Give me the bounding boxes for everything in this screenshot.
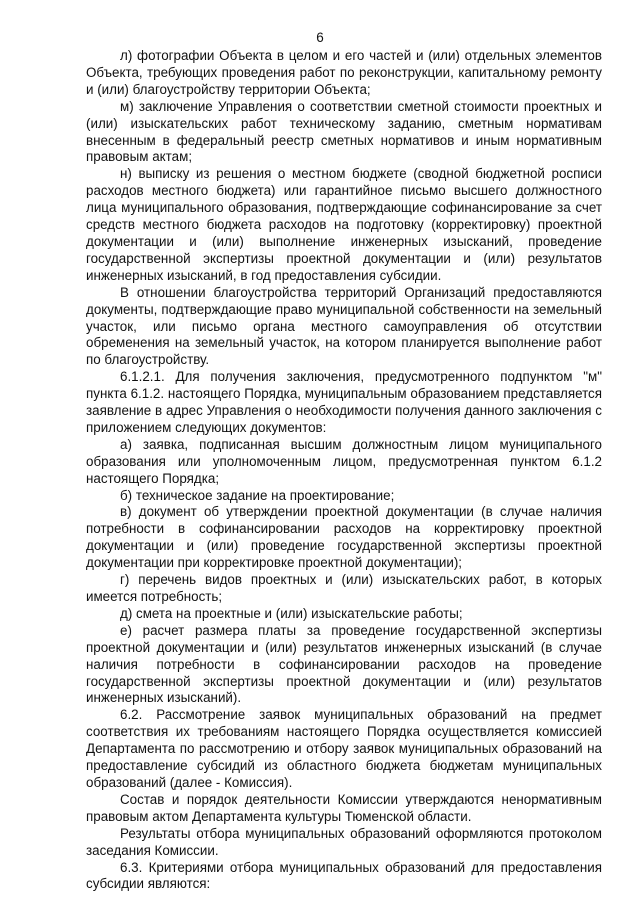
paragraph-6-3: 6.3. Критериями отбора муниципальных образований для предоставления субсидии являются: — [86, 859, 602, 892]
paragraph-6-2: 6.2. Рассмотрение заявок муниципальных образований на предмет соответствия их требованиям настоящего Порядка осуществляется комиссией Департамента по рассмотрению и отбору заявок муниципальных образований на предоставление субсидий из областного бюджета бюджетам муниципальных образований (далее - Комиссия). — [86, 707, 602, 790]
paragraph-commission-composition: Состав и порядок деятельности Комиссии утверждаются ненормативным правовым актом Департамента культуры Тюменской области. — [86, 791, 602, 824]
paragraph-n: н) выписку из решения о местном бюджете (сводной бюджетной росписи расходов местного бюджета) или гарантийное письмо высшего должностного лица муниципального образования, подтверждающие софинансирование за счет средств местного бюджета расходов на подготовку (корректировку) проектной документации и (или) выполнение инженерных изысканий, проведение государственной экспертизы проектной документации и (или) результатов инженерных изысканий, в год предоставления субсидии. — [86, 166, 602, 283]
paragraph-g: г) перечень видов проектных и (или) изыскательских работ, в которых имеется потребность; — [86, 572, 602, 604]
paragraph-a: а) заявка, подписанная высшим должностным лицом муниципального образования или уполномоченным лицом, предусмотренная пунктом 6.1.2 настоящего Порядка; — [86, 436, 602, 486]
paragraph-selection-results: Результаты отбора муниципальных образований оформляются протоколом заседания Комиссии. — [86, 825, 602, 858]
page-number: 6 — [316, 30, 324, 45]
paragraph-b: б) техническое задание на проектирование; — [120, 487, 395, 503]
document-body — [86, 48, 602, 893]
paragraph-e: е) расчет размера платы за проведение государственной экспертизы проектной документации и (или) результатов инженерных изысканий (в случае наличия потребности в софинансировании расходов на проведение государственной экспертизы проектной документации и (или) результатов инженерных изысканий). — [86, 622, 602, 706]
paragraph-v: в) документ об утверждении проектной документации (в случае наличия потребности в софинансировании расходов на корректировку проектной документации и (или) проведение государственной экспертизы проектной документации при корректировке проектной документации); — [86, 504, 602, 571]
paragraph-6-1-2-1: 6.1.2.1. Для получения заключения, предусмотренного подпунктом "м" пункта 6.1.2. настоящего Порядка, муниципальным образованием представляется заявление в адрес Управления о необходимости получения данного заключения с приложением следующих документов: — [86, 369, 602, 435]
paragraph-l: л) фотографии Объекта в целом и его частей и (или) отдельных элементов Объекта, требующих проведения работ по реконструкции, капитальному ремонту и (или) благоустройству территории Объекта; — [86, 48, 602, 97]
paragraph-landscaping: В отношении благоустройства территорий Организаций предоставляются документы, подтверждающие право муниципальной собственности на земельный участок, или письмо органа местного самоуправления об отсутствии обременения на земельный участок, на котором планируется выполнение работ по благоустройству. — [86, 284, 602, 368]
paragraph-d: д) смета на проектные и (или) изыскательские работы; — [120, 605, 463, 621]
paragraph-m: м) заключение Управления о соответствии сметной стоимости проектных и (или) изыскательских работ техническому заданию, сметным нормативам внесенным в федеральный реестр сметных нормативов и иным нормативным правовым актам; — [86, 98, 602, 165]
